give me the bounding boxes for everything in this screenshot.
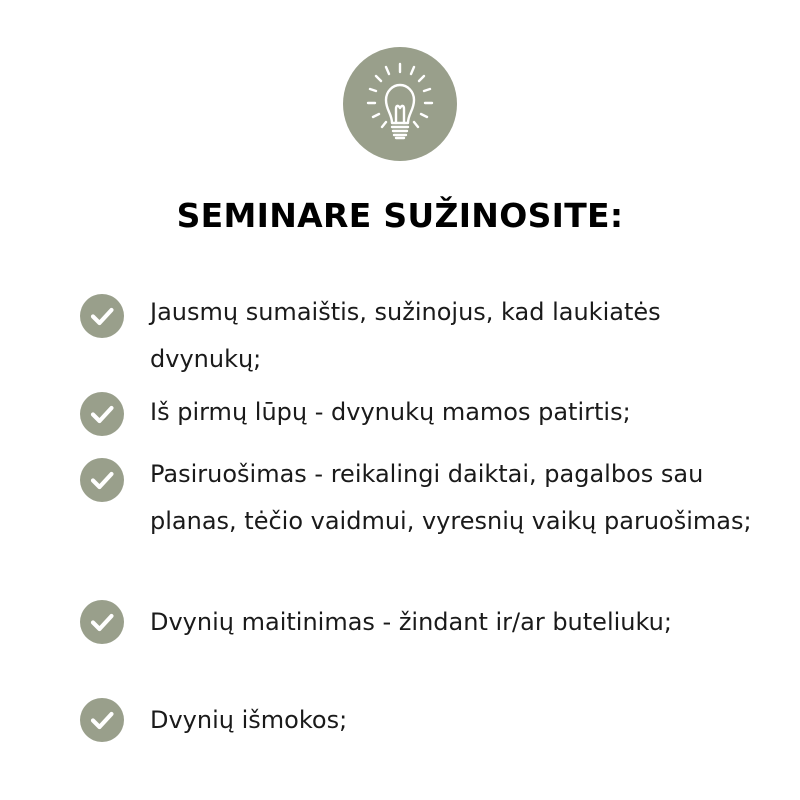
- checkmark-icon: [80, 458, 124, 502]
- checkmark-icon: [80, 698, 124, 742]
- check-badge: [80, 458, 124, 502]
- checkmark-icon: [80, 294, 124, 338]
- check-badge: [80, 698, 124, 742]
- check-badge: [80, 294, 124, 338]
- checkmark-icon: [80, 600, 124, 644]
- check-badge: [80, 392, 124, 436]
- page-title: SEMINARE SUŽINOSITE:: [176, 196, 624, 235]
- list-item-text: Dvynių išmokos;: [150, 706, 348, 734]
- list-item-text: Iš pirmų lūpų - dvynukų mamos patirtis;: [150, 398, 631, 426]
- list-item-text: Pasiruošimas - reikalingi daiktai, pagalbos sau planas, tėčio vaidmui, vyresnių vaikų paruošimas;: [150, 460, 752, 535]
- check-badge: [80, 600, 124, 644]
- list-item-text: Dvynių maitinimas - žindant ir/ar buteliuku;: [150, 608, 672, 636]
- checkmark-icon: [80, 392, 124, 436]
- list-item-text: Jausmų sumaištis, sužinojus, kad laukiatės dvynukų;: [150, 298, 661, 373]
